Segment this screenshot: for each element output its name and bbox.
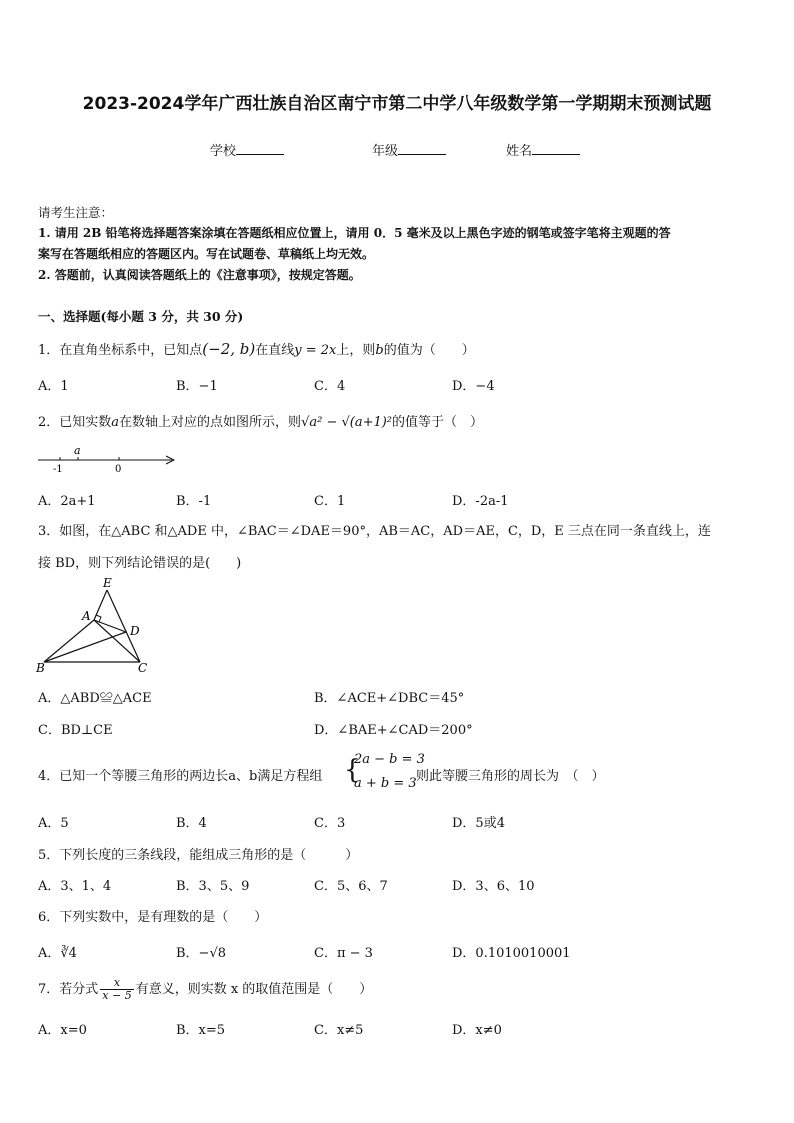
q5-option-b: B．3、5、9 <box>176 879 250 894</box>
school-label: 学校 <box>210 144 237 159</box>
grade-field <box>372 140 446 159</box>
q7-text-end: 有意义，则实数 x 的取值范围是（ ） <box>135 982 373 997</box>
grade-blank <box>398 142 446 155</box>
q5-option-d: D．3、6、10 <box>452 879 535 894</box>
name-label: 姓名 <box>506 144 533 159</box>
label-a-vertex: A <box>82 609 91 623</box>
q1-text-post: 上，则 <box>336 343 376 358</box>
label-minus-one: -1 <box>53 464 63 475</box>
q6-option-d: D．0.1010010001 <box>452 946 571 961</box>
q4-brace: { <box>344 755 361 785</box>
q4-text-end: 则此等腰三角形的周长为 （ ） <box>416 769 605 784</box>
q7-option-b: B．x=5 <box>176 1023 226 1038</box>
q4-text-pre: 4．已知一个等腰三角形的两边长a、b满足方程组 <box>38 769 323 784</box>
segment-ba <box>44 620 94 662</box>
q7-option-d: D．x≠0 <box>452 1023 502 1038</box>
q1-text-pre: 1．在直角坐标系中，已知点 <box>38 343 203 358</box>
section-heading: 一、选择题(每小题 3 分，共 30 分) <box>38 309 244 324</box>
school-field <box>210 140 284 159</box>
q4-equation-2: a + b = 3 <box>354 776 417 791</box>
q1-point: (−2, b) <box>202 340 256 358</box>
q7-denominator: x − 5 <box>102 989 132 1002</box>
q7-fraction <box>100 977 133 1002</box>
number-line-figure <box>34 440 184 476</box>
q5-option-a: A．3、1、4 <box>38 879 112 894</box>
q1-line-eq: y = 2x <box>294 343 337 358</box>
segment-bd <box>44 632 126 662</box>
q2-option-d: D．-2a-1 <box>452 494 509 509</box>
q1-text-end: 的值为（ ） <box>383 343 475 358</box>
question-6: 6．下列实数中，是有理数的是（ ） <box>38 910 268 925</box>
q3-option-b: B．∠ACE+∠DBC＝45° <box>314 691 465 706</box>
q3-option-d: D．∠BAE+∠CAD＝200° <box>314 723 473 738</box>
q4-option-b: B．4 <box>176 816 207 831</box>
q7-option-a: A．x=0 <box>38 1023 87 1038</box>
notice-line-2: 案写在答题纸相应的答题区内。写在试题卷、草稿纸上均无效。 <box>38 247 375 261</box>
grade-label: 年级 <box>372 144 399 159</box>
triangle-figure <box>34 574 154 676</box>
q3-option-a: A．△ABD≌△ACE <box>38 691 152 706</box>
question-3-line-1: 3．如图，在△ABC 和△ADE 中，∠BAC＝∠DAE＝90°，AB＝AC，AD＝AE，C，D，E 三点在同一条直线上，连 <box>38 524 711 539</box>
q2-expression: √a² − √(a+1)² <box>301 415 393 430</box>
q1-option-a: A．1 <box>38 379 69 394</box>
q4-option-c: C．3 <box>314 816 346 831</box>
question-3-line-2: 接 BD，则下列结论错误的是( ) <box>38 556 242 571</box>
notice-line-1: 1. 请用 2B 铅笔将选择题答案涂填在答题纸相应位置上，请用 0．5 毫米及以上黑色字迹的钢笔或签字笔将主观题的答 <box>38 226 671 240</box>
q1-var: b <box>375 343 384 358</box>
q6-option-a: A．∛4 <box>38 946 77 961</box>
q2-var: a <box>111 415 120 430</box>
q3-option-c: C．BD⊥CE <box>38 723 113 738</box>
q6-option-c: C．π − 3 <box>314 946 373 961</box>
q1-option-c: C．4 <box>314 379 346 394</box>
school-blank <box>236 142 284 155</box>
page-title: 2023-2024学年广西壮族自治区南宁市第二中学八年级数学第一学期期末预测试题 <box>82 94 712 114</box>
question-1 <box>38 339 475 358</box>
q4-option-d: D．5或4 <box>452 816 505 831</box>
q2-option-c: C．1 <box>314 494 346 509</box>
label-b: B <box>36 661 45 675</box>
question-7 <box>38 977 372 1002</box>
label-d: D <box>130 624 140 638</box>
q5-option-c: C．5、6、7 <box>314 879 388 894</box>
label-zero: 0 <box>115 464 122 475</box>
q1-text-mid: 在直线 <box>255 343 295 358</box>
label-c: C <box>138 661 148 675</box>
label-e: E <box>103 576 112 590</box>
name-field <box>506 140 580 159</box>
q4-option-a: A．5 <box>38 816 69 831</box>
q7-numerator: x <box>100 977 133 990</box>
q2-text-end: 的值等于（ ） <box>392 415 484 430</box>
q1-option-d: D．−4 <box>452 379 495 394</box>
q2-text-mid: 在数轴上对应的点如图所示，则 <box>119 415 302 430</box>
name-blank <box>532 142 580 155</box>
q1-option-b: B．−1 <box>176 379 218 394</box>
question-5: 5．下列长度的三条线段，能组成三角形的是（ ） <box>38 848 359 863</box>
q2-text-pre: 2．已知实数 <box>38 415 112 430</box>
notice-heading: 请考生注意： <box>38 205 114 220</box>
notice-line-3: 2. 答题前，认真阅读答题纸上的《注意事项》，按规定答题。 <box>38 268 361 282</box>
label-a: a <box>74 444 81 457</box>
question-2 <box>38 411 483 430</box>
q7-text-pre: 7．若分式 <box>38 982 99 997</box>
q4-equation-1: 2a − b = 3 <box>354 752 425 767</box>
q2-option-b: B．-1 <box>176 494 212 509</box>
q2-option-a: A．2a+1 <box>38 494 96 509</box>
q6-option-b: B．−√8 <box>176 946 227 961</box>
q7-option-c: C．x≠5 <box>314 1023 364 1038</box>
